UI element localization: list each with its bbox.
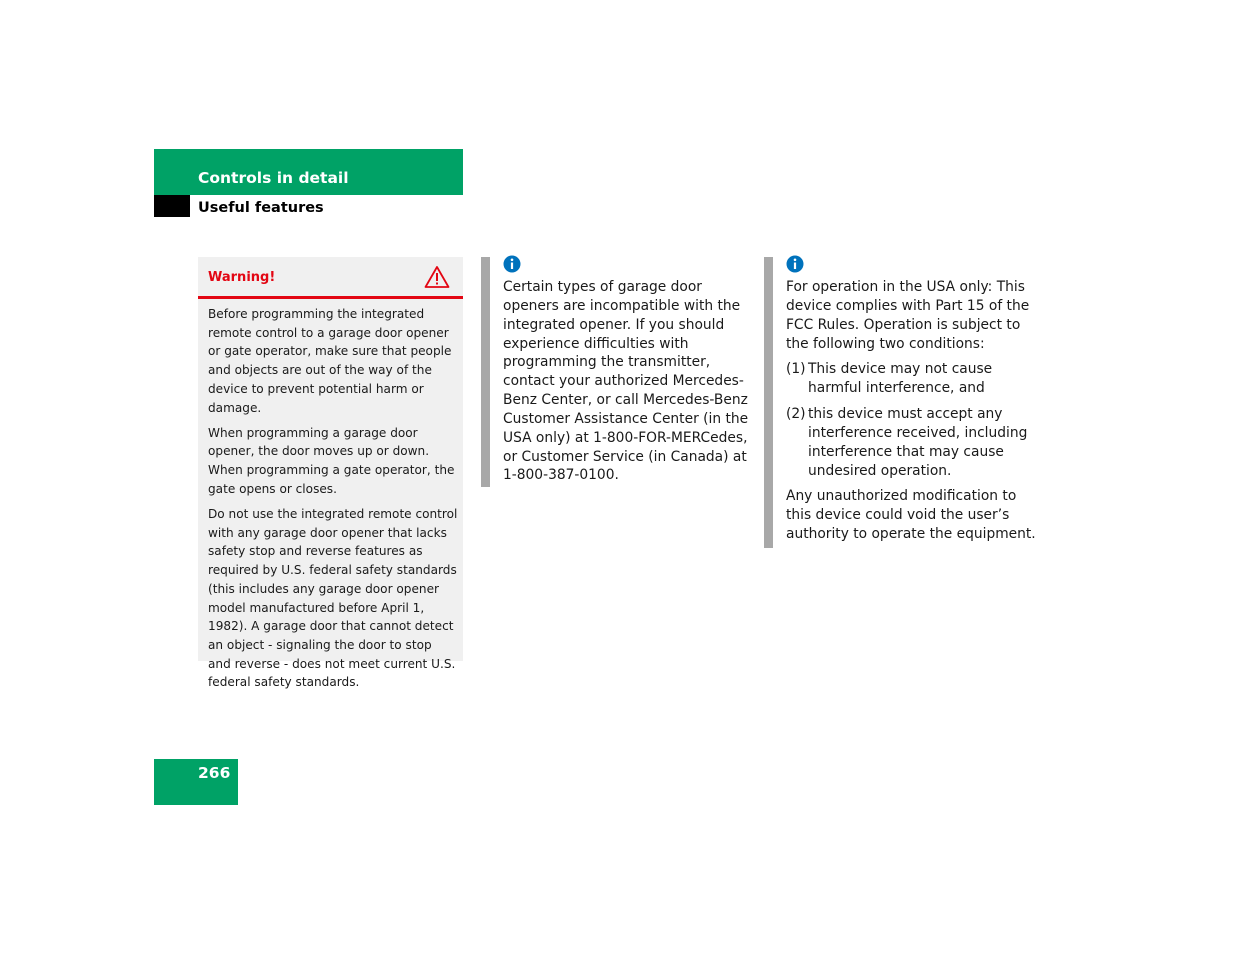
warning-header: [198, 257, 463, 299]
info-note-text: [503, 278, 751, 485]
info-note-text: [786, 278, 1036, 544]
warning-title: Warning!: [208, 270, 276, 285]
list-number: (2): [786, 406, 806, 423]
warning-body: [208, 305, 458, 699]
warning-paragraph: Before programming the integrated remote control to a garage door opener or gate operator, make sure that people and objects are out of the way of the device to prevent potential harm or damage.: [208, 307, 452, 415]
section-title: Useful features: [198, 200, 324, 216]
section-marker: [154, 195, 190, 217]
info-side-bar: [764, 257, 773, 548]
info-intro: For operation in the USA only: This device complies with Part 15 of the FCC Rules. Operation is subject to the following two conditions:: [786, 279, 1030, 352]
list-item: [786, 360, 1036, 398]
info-side-bar: [481, 257, 490, 487]
warning-box: [198, 257, 463, 690]
page-number: 266: [198, 764, 231, 782]
info-icon: [503, 255, 521, 273]
list-text: This device may not cause harmful interference, and: [808, 361, 993, 397]
chapter-title: Controls in detail: [198, 169, 349, 187]
warning-triangle-icon: [424, 265, 450, 289]
warning-paragraph: When programming a garage door opener, the door moves up or down. When programming a gate operator, the gate opens or closes.: [208, 425, 455, 496]
list-item: [786, 405, 1036, 480]
warning-paragraph: Do not use the integrated remote control with any garage door opener that lacks safety stop and reverse features as required by U.S. federal safety standards (this includes any garage door opener model manufactured before April 1, 1982). A garage door that cannot detect an object - signaling the door to stop and reverse - does not meet current U.S. federal safety standards.: [208, 507, 458, 690]
info-outro: Any unauthorized modification to this device could void the user’s authority to operate the equipment.: [786, 488, 1036, 543]
list-number: (1): [786, 361, 806, 378]
info-icon: [786, 255, 804, 273]
info-paragraph: Certain types of garage door openers are incompatible with the integrated opener. If you should experience difficulties with programming the transmitter, contact your authorized Mercedes-Benz Center, or call Mercedes-Benz Customer Assistance Center (in the USA only) at 1-800-FOR-MERCedes, or Customer Service (in Canada) at 1-800-387-0100.: [503, 279, 749, 484]
list-text: this device must accept any interference received, including interference that may cause undesired operation.: [808, 406, 1028, 479]
